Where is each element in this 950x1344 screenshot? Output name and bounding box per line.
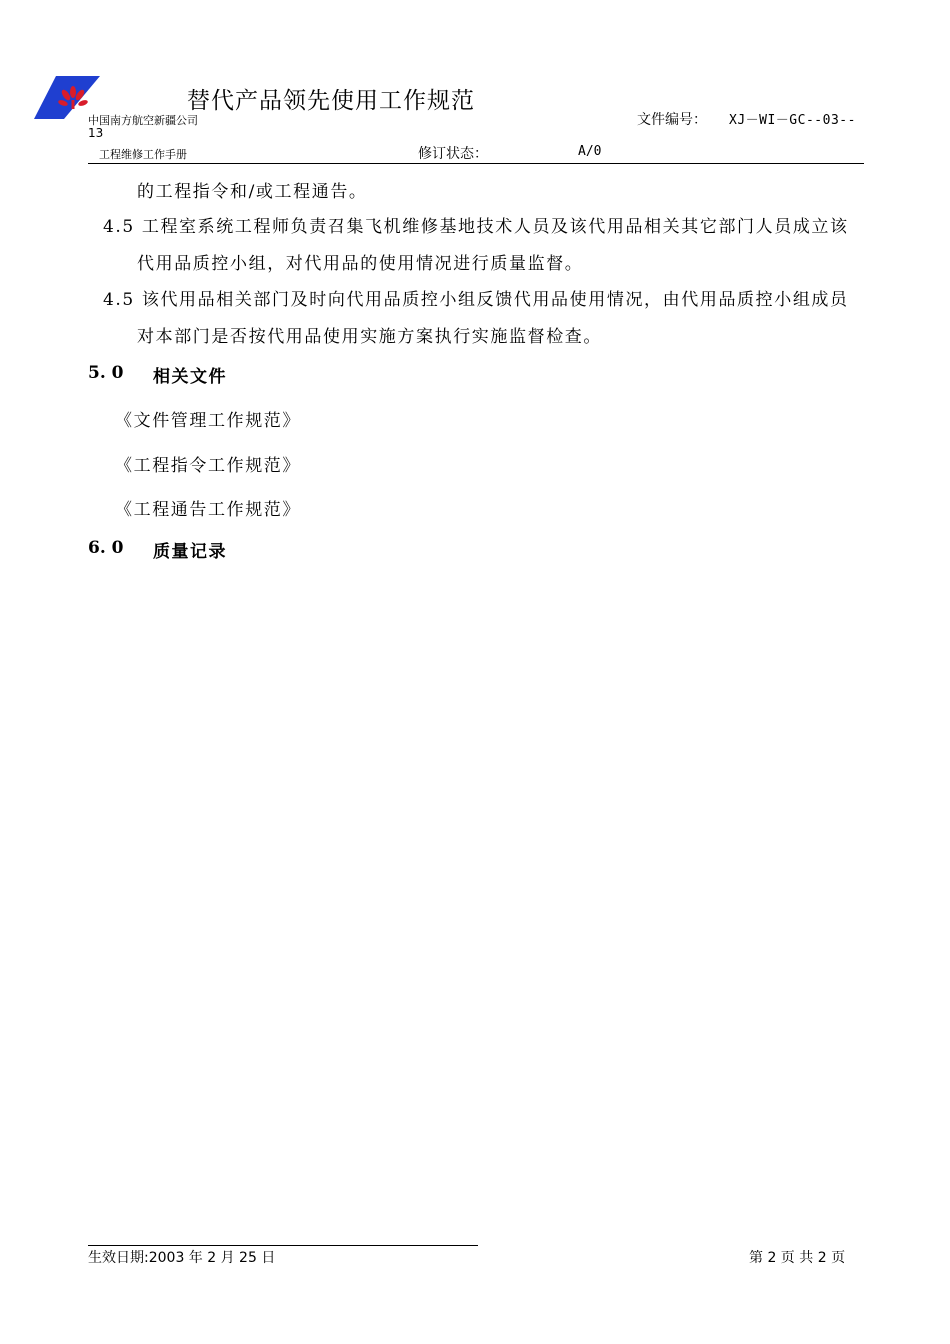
section-6-number: 6. 0 [88, 538, 124, 558]
doc-number-overflow: 13 [88, 126, 104, 140]
related-doc-item: 《工程指令工作规范》 [115, 456, 301, 476]
revision-value: A/0 [578, 144, 602, 159]
body-line: 对本部门是否按代用品使用实施方案执行实施监督检查。 [137, 327, 602, 347]
related-doc-item: 《工程通告工作规范》 [115, 500, 301, 520]
company-name: 中国南方航空新疆公司 [88, 114, 198, 127]
section-5-number: 5. 0 [88, 363, 124, 383]
body-line: 代用品质控小组，对代用品的使用情况进行质量监督。 [137, 254, 584, 274]
doc-number-value: XJ－WI－GC--03-- [729, 113, 856, 128]
related-doc-item: 《文件管理工作规范》 [115, 411, 301, 431]
section-5-title: 相关文件 [153, 367, 227, 387]
page-info: 第 2 页 共 2 页 [749, 1250, 846, 1266]
effective-date: 生效日期:2003 年 2 月 25 日 [88, 1250, 276, 1266]
manual-name: 工程维修工作手册 [99, 148, 187, 161]
body-line: 的工程指令和/或工程通告。 [137, 182, 368, 202]
doc-number-label: 文件编号： [637, 112, 707, 128]
header-divider [88, 163, 864, 164]
body-line: 4.5 该代用品相关部门及时向代用品质控小组反馈代用品使用情况，由代用品质控小组成员 [103, 290, 849, 310]
body-line: 4.5 工程室系统工程师负责召集飞机维修基地技术人员及该代用品相关其它部门人员成立该 [103, 217, 849, 237]
document-title: 替代产品领先使用工作规范 [187, 88, 475, 114]
footer-divider [88, 1245, 478, 1246]
section-6-title: 质量记录 [153, 542, 227, 562]
revision-label: 修订状态： [418, 146, 488, 162]
